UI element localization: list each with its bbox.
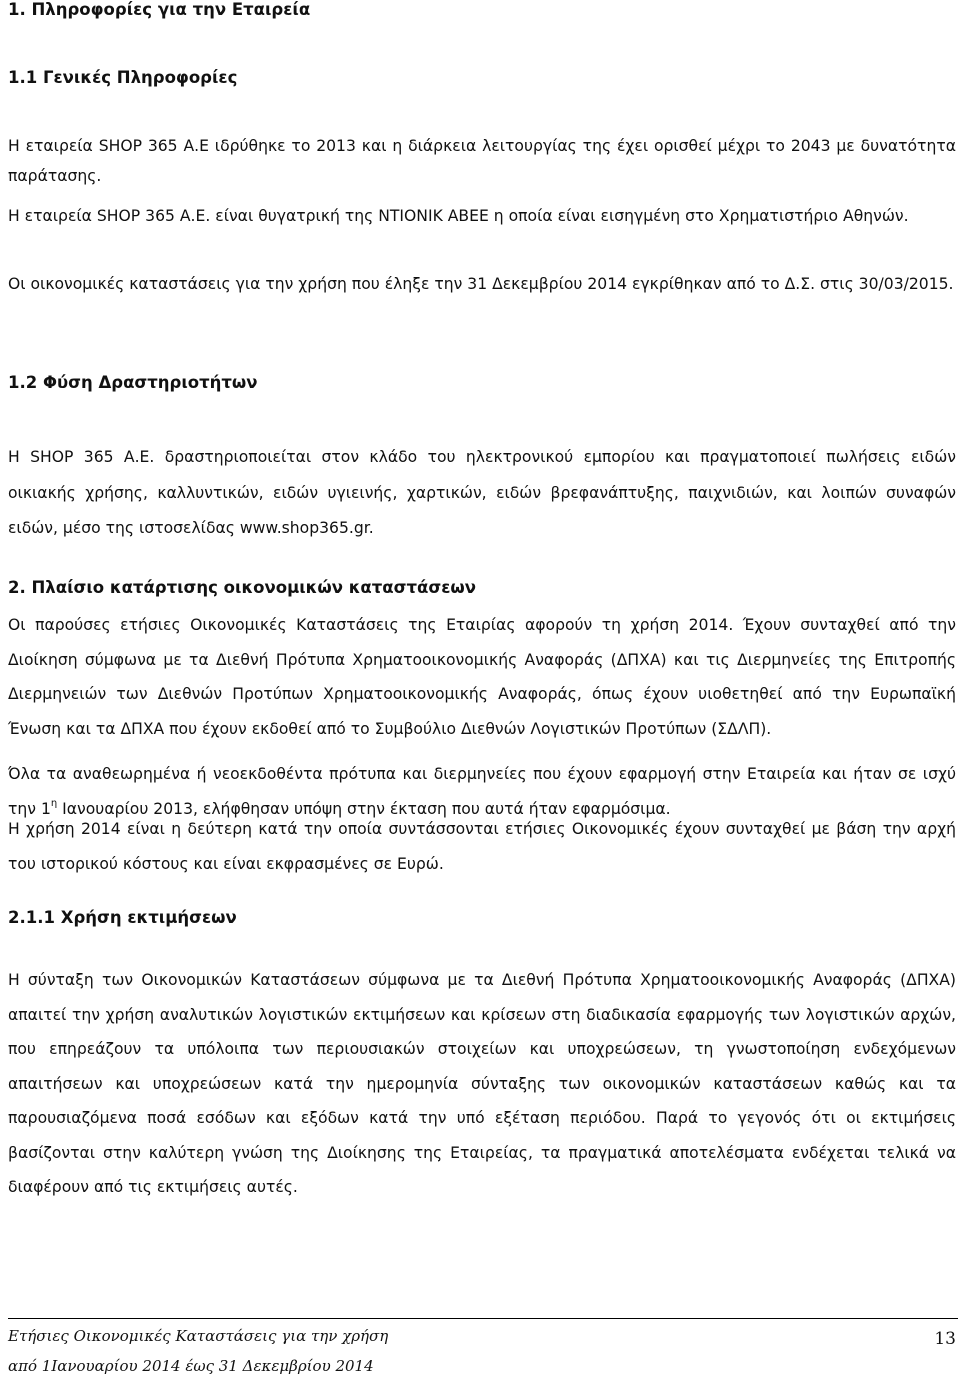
superscript-ordinal: η: [50, 797, 58, 809]
paragraph-activities: Η SHOP 365 Α.Ε. δραστηριοποιείται στον κλάδο του ηλεκτρονικού εμπορίου και πραγματοποιεί πωλήσεις ειδών οικιακής χρήσης, καλλυντικών, ειδών υγιεινής, χαρτικών, ειδών βρεφανάπτυξης, παιχνιδιών, και λοιπών συναφών ειδών, μέσο της ιστοσελίδας www.shop365.gr.: [8, 448, 956, 537]
paragraph-framework: Οι παρούσες ετήσιες Οικονομικές Καταστάσεις της Εταιρίας αφορούν τη χρήση 2014. Έχουν συνταχθεί από την Διοίκηση σύμφωνα με τα Διεθνή Πρότυπα Χρηματοοικονομικής Αναφοράς (ΔΠΧΑ) και τις Διερμηνείες της Επιτροπής Διερμηνειών των Διεθνών Προτύπων Χρηματοοικονομικής Αναφοράς, όπως έχουν υιοθετηθεί από την Ευρωπαϊκή Ένωση και τα ΔΠΧΑ που έχουν εκδοθεί από το Συμβούλιο Διεθνών Λογιστικών Προτύπων (ΣΔΛΠ).: [8, 616, 956, 738]
footer-title: Ετήσιες Οικονομικές Καταστάσεις για την χρήση: [8, 1327, 389, 1345]
section-heading-1: 1. Πληροφορίες για την Εταιρεία: [8, 0, 311, 19]
paragraph-subsidiary: Η εταιρεία SHOP 365 Α.Ε. είναι θυγατρική της ΝΤΙΟΝΙΚ ΑΒΕΕ η οποία είναι εισηγμένη στο Χρηματιστήριο Αθηνών.: [8, 207, 909, 225]
footer-period: από 1Ιανουαρίου 2014 έως 31 Δεκεμβρίου 2014: [8, 1357, 374, 1375]
paragraph-standards-text-b: Ιανουαρίου 2013, ελήφθησαν υπόψη στην έκταση που αυτά ήταν εφαρμόσιμα.: [57, 799, 671, 818]
subsection-heading-1-2: 1.2 Φύση Δραστηριοτήτων: [8, 373, 258, 392]
subsection-heading-2-1-1: 2.1.1 Χρήση εκτιμήσεων: [8, 908, 237, 927]
page-footer: [8, 1318, 958, 1375]
paragraph-estimates: Η σύνταξη των Οικονομικών Καταστάσεων σύμφωνα με τα Διεθνή Πρότυπα Χρηματοοικονομικής Αναφοράς (ΔΠΧΑ) απαιτεί την χρήση αναλυτικών λογιστικών εκτιμήσεων και κρίσεων στη διαδικασία εφαρμογής των λογιστικών αρχών, που επηρεάζουν τα υπόλοιπα των περιουσιακών στοιχείων και υποχρεώσεων, τη γνωστοποίηση ενδεχόμενων απαιτήσεων και υποχρεώσεων κατά την ημερομηνία σύνταξης των οικονομικών καταστάσεων καθώς και τα παρουσιαζόμενα ποσά εσόδων και εξόδων κατά την υπό εξέταση περιόδου. Παρά το γεγονός ότι οι εκτιμήσεις βασίζονται στην καλύτερη γνώση της Διοίκησης της Εταιρείας, τα πραγματικά αποτελέσματα ενδέχεται τελικά να διαφέρουν από τις εκτιμήσεις αυτές.: [8, 971, 956, 1196]
subsection-heading-1-1: 1.1 Γενικές Πληροφορίες: [8, 68, 238, 87]
paragraph-founding: Η εταιρεία SHOP 365 Α.Ε ιδρύθηκε το 2013 και η διάρκεια λειτουργίας της έχει ορισθεί μέχρι το 2043 με δυνατότητα παράτασης.: [8, 137, 956, 185]
paragraph-standards-text-a: Όλα τα αναθεωρημένα ή νεοεκδοθέντα πρότυπα και διερμηνείες που έχουν εφαρμογή στην Εταιρεία και ήταν σε ισχύ την 1: [8, 765, 956, 818]
paragraph-approval: Οι οικονομικές καταστάσεις για την χρήση που έληξε την 31 Δεκεμβρίου 2014 εγκρίθηκαν από το Δ.Σ. στις 30/03/2015.: [8, 275, 954, 293]
section-heading-2: 2. Πλαίσιο κατάρτισης οικονομικών καταστάσεων: [8, 578, 476, 597]
page-number: 13: [934, 1329, 956, 1349]
paragraph-fiscal-year: Η χρήση 2014 είναι η δεύτερη κατά την οποία συντάσσονται ετήσιες Οικονομικές έχουν συνταχθεί με βάση την αρχή του ιστορικού κόστους και είναι εκφρασμένες σε Ευρώ.: [8, 820, 956, 873]
